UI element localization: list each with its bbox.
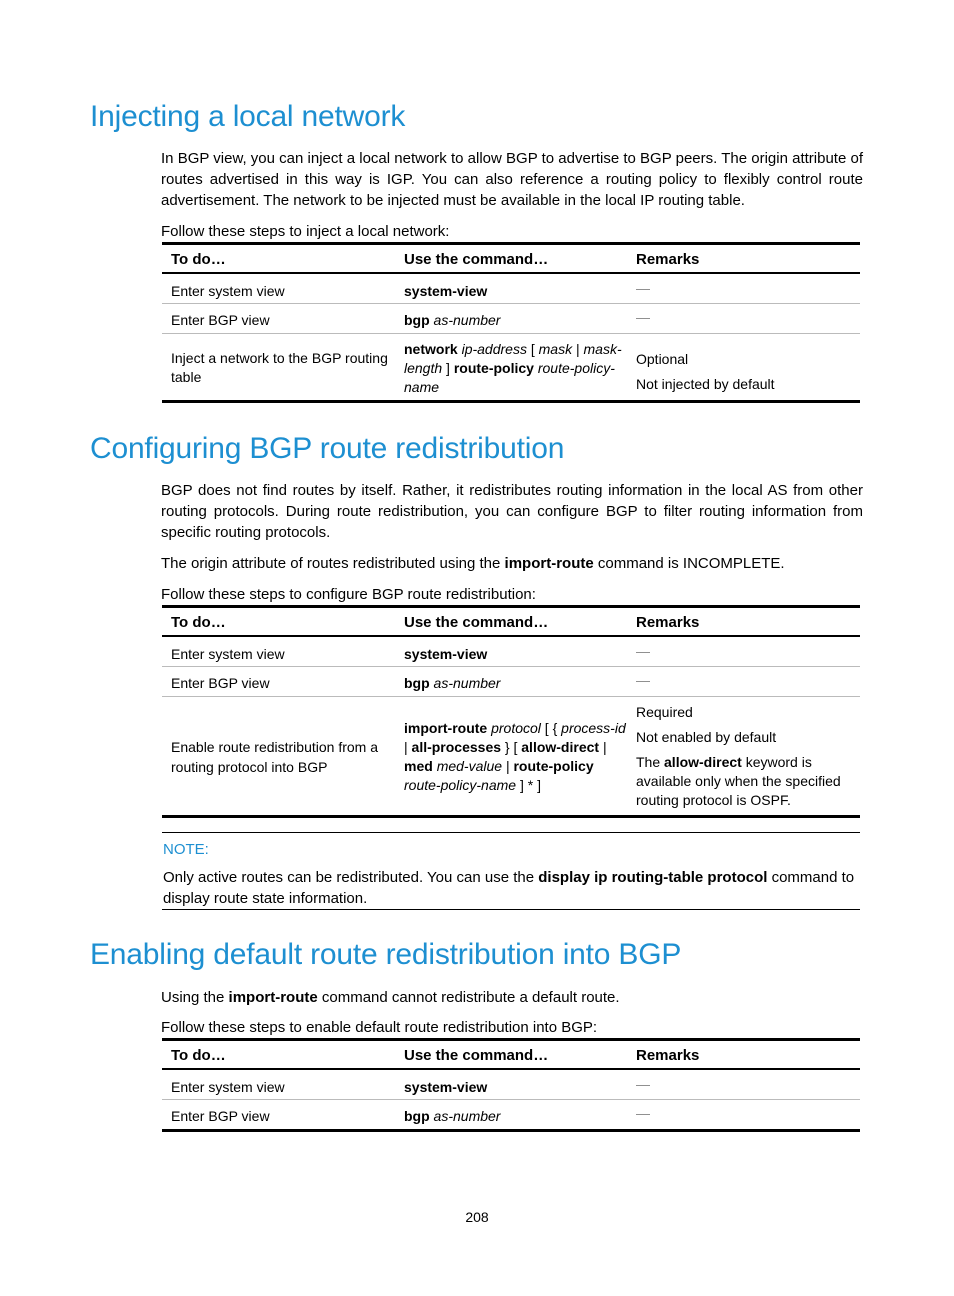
table-header xyxy=(162,1041,860,1070)
cell-todo: Enter system view xyxy=(171,283,285,299)
cell-todo: Inject a network to the BGP routing table xyxy=(171,350,388,385)
table-inject-network xyxy=(162,242,860,403)
cell-todo: Enter BGP view xyxy=(171,312,270,328)
table-row xyxy=(162,304,860,334)
cell-todo: Enter BGP view xyxy=(171,675,270,691)
note-label: NOTE: xyxy=(163,841,209,858)
cell-command: network ip-address [ mask | mask-length ] route-policy route-policy-name xyxy=(404,341,622,395)
table-header xyxy=(162,245,860,274)
section-title-default-route: Enabling default route redistribution into BGP xyxy=(90,938,682,971)
table-row xyxy=(162,1070,860,1100)
cell-command: import-route protocol [ { process-id | all-processes } [ allow-direct | med med-value | route-policy route-policy-name ] * ] xyxy=(404,720,626,793)
paragraph-follow-steps-1: Follow these steps to inject a local network: xyxy=(161,223,450,240)
cell-remark: Required Not enabled by default The allow-direct keyword is available only when the specified routing protocol is OSPF. xyxy=(636,704,841,808)
cell-remark: — xyxy=(636,672,650,688)
table-row xyxy=(162,274,860,304)
header-remarks: Remarks xyxy=(636,1047,700,1064)
cell-command: bgp as-number xyxy=(404,675,501,691)
section-title-inject-network: Injecting a local network xyxy=(90,100,406,133)
cell-remark: Optional Not injected by default xyxy=(636,351,775,392)
header-command: Use the command… xyxy=(404,1047,549,1064)
header-todo: To do… xyxy=(171,1047,226,1064)
cell-command: system-view xyxy=(404,1079,488,1095)
cell-command: bgp as-number xyxy=(404,1108,501,1124)
header-command: Use the command… xyxy=(404,251,549,268)
cell-remark: — xyxy=(636,643,650,659)
table-row xyxy=(162,1100,860,1132)
cell-remark: — xyxy=(636,280,650,296)
header-remarks: Remarks xyxy=(636,251,700,268)
note-divider-bottom xyxy=(162,909,860,910)
table-row xyxy=(162,637,860,667)
header-todo: To do… xyxy=(171,251,226,268)
paragraph-redistribution-intro: BGP does not find routes by itself. Rather, it redistributes routing information in the local AS from other routing protocols. During route redistribution, you can configure BGP to filter routing information from specific routing protocols. xyxy=(161,482,863,541)
section-title-route-redistribution: Configuring BGP route redistribution xyxy=(90,432,565,465)
table-route-redistribution xyxy=(162,605,860,818)
table-row xyxy=(162,667,860,697)
note-text: Only active routes can be redistributed. You can use the display ip routing-table protocol command to display route state information. xyxy=(163,869,855,907)
table-row xyxy=(162,334,860,403)
cell-todo: Enter BGP view xyxy=(171,1108,270,1124)
header-remarks: Remarks xyxy=(636,614,700,631)
cell-remark: — xyxy=(636,309,650,325)
cell-todo: Enable route redistribution from a routing protocol into BGP xyxy=(171,739,378,775)
table-header xyxy=(162,608,860,637)
cell-remark: — xyxy=(636,1076,650,1092)
cell-command: system-view xyxy=(404,283,488,299)
cell-todo: Enter system view xyxy=(171,646,285,662)
cell-command: bgp as-number xyxy=(404,312,501,328)
paragraph-follow-steps-3: Follow these steps to enable default route redistribution into BGP: xyxy=(161,1019,598,1036)
page-number: 208 xyxy=(465,1209,489,1225)
cell-todo: Enter system view xyxy=(171,1079,285,1095)
paragraph-default-route-intro: Using the import-route command cannot redistribute a default route. xyxy=(161,989,620,1006)
note-divider-top xyxy=(162,832,860,833)
header-todo: To do… xyxy=(171,614,226,631)
cell-command: system-view xyxy=(404,646,488,662)
table-row xyxy=(162,697,860,818)
table-default-route xyxy=(162,1038,860,1132)
header-command: Use the command… xyxy=(404,614,549,631)
paragraph-inject-intro: In BGP view, you can inject a local network to allow BGP to advertise to BGP peers. The origin attribute of routes advertised in this way is IGP. You can also reference a routing policy to flexibly control route advertisement. The network to be injected must be available in the local IP routing table. xyxy=(161,150,863,209)
cell-remark: — xyxy=(636,1105,650,1121)
paragraph-origin-attribute: The origin attribute of routes redistributed using the import-route command is INCOMPLETE. xyxy=(161,555,785,572)
paragraph-follow-steps-2: Follow these steps to configure BGP route redistribution: xyxy=(161,586,536,603)
